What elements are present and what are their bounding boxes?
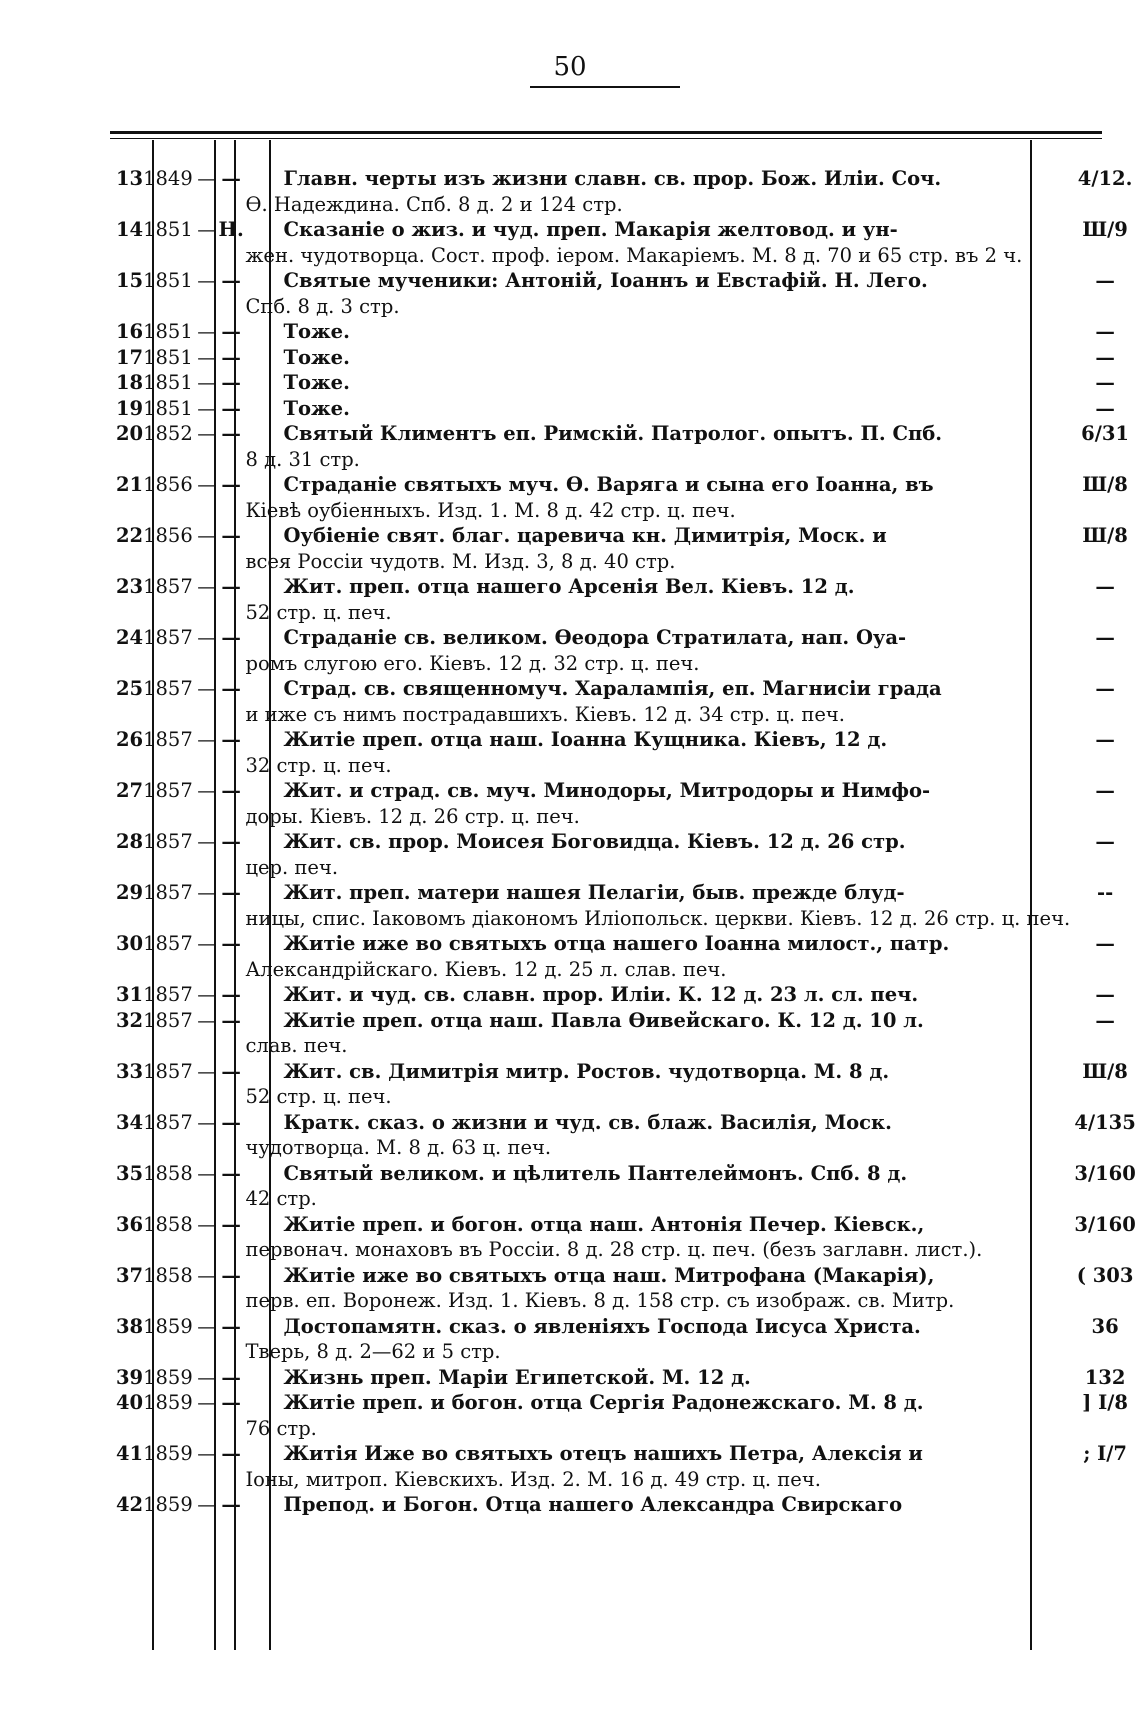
entry-title xyxy=(245,1365,1070,1391)
entry-year: 1857 xyxy=(143,779,193,802)
entry-price: -- xyxy=(1097,881,1114,904)
entry-title-continuation: жен. чудотворца. Сост. проф. іером. Макаріемъ. М. 8 д. 70 и 65 стр. въ 2 ч. xyxy=(245,243,1023,267)
entry-year: 1857 xyxy=(143,983,193,1006)
catalog-entry xyxy=(110,268,1140,319)
entry-number: 32 xyxy=(115,1008,144,1032)
entry-col-a: — xyxy=(197,396,217,420)
entry-col-a: — xyxy=(197,1314,217,1338)
entry-year: 1851 xyxy=(143,320,193,343)
entry-price: — xyxy=(1095,830,1115,853)
entry-year: 1851 xyxy=(143,218,193,241)
entry-year: 1852 xyxy=(143,422,193,445)
entry-title xyxy=(245,1390,1070,1441)
entry-title-first-line: Тоже. xyxy=(283,320,350,343)
entry-price: — xyxy=(1095,345,1115,369)
entry-title xyxy=(245,727,1070,778)
entry-price: — xyxy=(1095,575,1115,598)
entry-col-b: — xyxy=(221,1493,241,1516)
entry-title xyxy=(245,625,1070,676)
entry-col-b: — xyxy=(221,524,241,547)
entry-title xyxy=(245,166,1070,217)
entry-number: 29 xyxy=(115,881,144,904)
entry-col-a: — xyxy=(197,1263,217,1287)
entry-year: 1857 xyxy=(143,575,193,598)
entry-col-b: — xyxy=(221,1263,241,1287)
entry-year: 1857 xyxy=(143,1059,193,1083)
entry-title-continuation: цер. печ. xyxy=(245,855,339,879)
entry-number: 13 xyxy=(115,167,144,190)
entry-col-a: — xyxy=(197,626,217,649)
entry-col-b: — xyxy=(221,1008,241,1032)
entry-price: — xyxy=(1095,983,1115,1006)
entry-title xyxy=(245,676,1070,727)
entry-col-b: — xyxy=(221,779,241,802)
entry-title xyxy=(245,982,1070,1008)
entry-year: 1849 xyxy=(143,167,193,190)
entry-title-first-line: Житіе иже во святыхъ отца нашего Іоанна милост., патр. xyxy=(283,932,950,955)
entry-number: 23 xyxy=(115,575,144,598)
entry-title-first-line: Жит. и страд. св. муч. Минодоры, Митродоры и Нимфо- xyxy=(283,779,931,802)
entry-number: 31 xyxy=(115,983,144,1006)
catalog-entry xyxy=(110,1365,1140,1391)
entry-number: 17 xyxy=(115,345,144,369)
entry-title-first-line: Святый Климентъ еп. Римскій. Патролог. опытъ. П. Спб. xyxy=(283,422,943,445)
catalog-entry xyxy=(110,574,1140,625)
entry-title xyxy=(245,880,1070,931)
entry-title xyxy=(245,931,1070,982)
catalog-entry xyxy=(110,319,1140,345)
entry-col-a: — xyxy=(197,1493,217,1516)
entry-title xyxy=(245,268,1070,319)
entry-title-continuation: перв. еп. Воронеж. Изд. 1. Кіевъ. 8 д. 158 стр. съ изображ. св. Митр. xyxy=(245,1289,955,1312)
catalog-entry xyxy=(110,1212,1140,1263)
entry-year: 1857 xyxy=(143,881,193,904)
entry-title-first-line: Тоже. xyxy=(283,345,350,369)
catalog-entry xyxy=(110,1059,1140,1110)
entry-number: 34 xyxy=(115,1110,144,1134)
catalog-entry xyxy=(110,166,1140,217)
entry-number: 38 xyxy=(115,1314,144,1338)
entry-price: — xyxy=(1095,626,1115,649)
entry-title xyxy=(245,1263,1070,1314)
entry-price: Ш/8 xyxy=(1082,1059,1128,1083)
entry-title-first-line: Житіе преп. и богон. отца Сергія Радонежскаго. М. 8 д. xyxy=(283,1391,924,1414)
entry-year: 1858 xyxy=(143,1263,193,1287)
entry-title-first-line: Жит. преп. матери нашея Пелагіи, быв. прежде блуд- xyxy=(283,881,905,904)
entry-year: 1857 xyxy=(143,677,193,700)
entry-title-first-line: Святые мученики: Антоній, Іоаннъ и Евстафій. Н. Лего. xyxy=(283,269,928,292)
entry-year: 1858 xyxy=(143,1161,193,1185)
entry-year: 1857 xyxy=(143,1110,193,1134)
entry-price: 4/135 xyxy=(1074,1110,1136,1134)
entry-number: 14 xyxy=(115,218,144,241)
entry-title xyxy=(245,472,1070,523)
entry-col-a: — xyxy=(197,779,217,802)
entry-price: — xyxy=(1095,269,1115,292)
entry-title xyxy=(245,778,1070,829)
entry-year: 1857 xyxy=(143,932,193,955)
entry-year: 1857 xyxy=(143,830,193,853)
entry-col-b: — xyxy=(221,1442,241,1465)
entry-price: Ш/8 xyxy=(1082,473,1128,496)
entry-year: 1856 xyxy=(143,524,193,547)
entry-number: 26 xyxy=(115,728,144,751)
entry-price: — xyxy=(1095,677,1115,700)
entry-col-b: — xyxy=(221,1110,241,1134)
catalog-entry xyxy=(110,727,1140,778)
entry-title-continuation: 52 стр. ц. печ. xyxy=(245,600,392,624)
entry-year: 1859 xyxy=(143,1493,193,1516)
entry-number: 25 xyxy=(115,677,144,700)
entry-title-first-line: Страданіе святыхъ муч. Ѳ. Варяга и сына его Іоанна, въ xyxy=(283,473,934,496)
catalog-entry xyxy=(110,880,1140,931)
entry-col-b: — xyxy=(221,932,241,955)
entry-col-a: — xyxy=(197,1110,217,1134)
entry-number: 35 xyxy=(115,1161,144,1185)
entry-title xyxy=(245,370,1070,396)
entry-title xyxy=(245,396,1070,422)
entry-title-continuation: слав. печ. xyxy=(245,1034,348,1057)
entry-title xyxy=(245,1314,1070,1365)
entry-col-a: — xyxy=(197,422,217,445)
entry-number: 30 xyxy=(115,932,144,955)
entry-col-b: — xyxy=(221,830,241,853)
entry-col-b: — xyxy=(221,371,241,394)
entry-title xyxy=(245,523,1070,574)
entry-title-first-line: Главн. черты изъ жизни славн. св. прор. Бож. Иліи. Соч. xyxy=(283,167,942,190)
entry-title-first-line: Житіе преп. отца наш. Іоанна Кущника. Кіевъ, 12 д. xyxy=(283,728,888,751)
entry-title-continuation: и иже съ нимъ пострадавшихъ. Кіевъ. 12 д. 34 стр. ц. печ. xyxy=(245,702,845,726)
entry-title-first-line: Житія Иже во святыхъ отецъ нашихъ Петра, Алексія и xyxy=(283,1442,923,1465)
catalog-entry xyxy=(110,625,1140,676)
entry-title xyxy=(245,217,1070,268)
catalog-entry xyxy=(110,1441,1140,1492)
entry-title-continuation: 8 д. 31 стр. xyxy=(245,447,360,471)
entry-title-continuation: всея Россіи чудотв. М. Изд. 3, 8 д. 40 стр. xyxy=(245,549,676,573)
entry-year: 1859 xyxy=(143,1442,193,1465)
entry-col-a: — xyxy=(197,524,217,547)
entry-col-a: — xyxy=(197,932,217,955)
entry-year: 1851 xyxy=(143,396,193,420)
entry-title-continuation: чудотворца. М. 8 д. 63 ц. печ. xyxy=(245,1136,552,1159)
header-rule-thin xyxy=(110,138,1102,139)
entry-col-a: — xyxy=(197,1391,217,1414)
catalog-entry xyxy=(110,1492,1140,1518)
entry-title xyxy=(245,421,1070,472)
entry-price: — xyxy=(1095,779,1115,802)
catalog-entry xyxy=(110,217,1140,268)
catalog-entry xyxy=(110,345,1140,371)
entry-col-a: — xyxy=(197,1008,217,1032)
entry-title-first-line: Жит. св. Димитрія митр. Ростов. чудотворца. М. 8 д. xyxy=(283,1059,890,1083)
entry-price: — xyxy=(1095,1008,1115,1032)
entry-col-a: — xyxy=(197,345,217,369)
entry-price: 6/31 xyxy=(1081,422,1129,445)
header-rule xyxy=(110,131,1102,134)
catalog-entry xyxy=(110,931,1140,982)
entry-number: 22 xyxy=(115,524,144,547)
entry-col-b: — xyxy=(221,320,241,343)
entry-title-first-line: Тоже. xyxy=(283,396,350,420)
entry-number: 37 xyxy=(115,1263,144,1287)
entry-title xyxy=(245,1492,1070,1518)
entry-title-continuation: Кіевѣ оубіенныхъ. Изд. 1. М. 8 д. 42 стр. ц. печ. xyxy=(245,498,736,522)
entry-title-continuation: доры. Кіевъ. 12 д. 26 стр. ц. печ. xyxy=(245,804,580,828)
catalog-entry xyxy=(110,1110,1140,1161)
entry-col-b: Н. xyxy=(218,218,244,241)
catalog-entry xyxy=(110,472,1140,523)
entry-title-first-line: Страд. св. священномуч. Харалампія, еп. Магнисіи града xyxy=(283,677,942,700)
entry-title-first-line: Жит. преп. отца нашего Арсенія Вел. Кіевъ. 12 д. xyxy=(283,575,855,598)
entry-number: 18 xyxy=(115,371,144,394)
entry-title-continuation: Александрійскаго. Кіевъ. 12 д. 25 л. слав. печ. xyxy=(245,957,727,981)
entry-col-b: — xyxy=(221,677,241,700)
entry-title-first-line: Достопамятн. сказ. о явленіяхъ Господа Іисуса Христа. xyxy=(283,1314,921,1338)
entry-col-b: — xyxy=(221,983,241,1006)
entry-price: Ш/9 xyxy=(1082,218,1128,241)
entry-title-continuation: Тверь, 8 д. 2—62 и 5 стр. xyxy=(245,1340,501,1363)
catalog-entry xyxy=(110,1263,1140,1314)
entry-col-b: — xyxy=(221,269,241,292)
entry-col-a: — xyxy=(197,1161,217,1185)
entry-title xyxy=(245,1110,1070,1161)
entry-price: — xyxy=(1095,371,1115,394)
entry-year: 1851 xyxy=(143,345,193,369)
entry-title xyxy=(245,319,1070,345)
page-number: 50 xyxy=(553,52,587,82)
entry-title-first-line: Житіе иже во святыхъ отца наш. Митрофана (Макарія), xyxy=(283,1263,935,1287)
entry-title-continuation: Ѳ. Надеждина. Спб. 8 д. 2 и 124 стр. xyxy=(245,192,623,216)
entry-number: 39 xyxy=(115,1365,144,1389)
entry-year: 1857 xyxy=(143,728,193,751)
catalog-entry xyxy=(110,778,1140,829)
entry-title-continuation: 52 стр. ц. печ. xyxy=(245,1085,392,1108)
entry-price: 132 xyxy=(1084,1365,1126,1389)
entry-year: 1857 xyxy=(143,626,193,649)
entry-col-b: — xyxy=(221,575,241,598)
entry-title xyxy=(245,574,1070,625)
entry-title-continuation: 32 стр. ц. печ. xyxy=(245,753,392,777)
entry-price: — xyxy=(1095,396,1115,420)
entry-title-continuation: ницы, спис. Іаковомъ діакономъ Иліопольск. церкви. Кіевъ. 12 д. 26 стр. ц. печ. xyxy=(245,906,1071,930)
entry-col-a: — xyxy=(197,473,217,496)
entry-price: — xyxy=(1095,320,1115,343)
entry-title-first-line: Кратк. сказ. о жизни и чуд. св. блаж. Василія, Моск. xyxy=(283,1110,892,1134)
entry-title xyxy=(245,1059,1070,1110)
entry-year: 1857 xyxy=(143,1008,193,1032)
entry-col-a: — xyxy=(197,1212,217,1236)
entry-title-continuation: Іоны, митроп. Кіевскихъ. Изд. 2. М. 16 д. 49 стр. ц. печ. xyxy=(245,1467,821,1491)
entry-year: 1859 xyxy=(143,1365,193,1389)
catalog-entry xyxy=(110,1390,1140,1441)
entry-price: — xyxy=(1095,728,1115,751)
catalog-entry xyxy=(110,1314,1140,1365)
catalog-entry xyxy=(110,982,1140,1008)
entry-title-continuation: первонач. монаховъ въ Россіи. 8 д. 28 стр. ц. печ. (безъ заглавн. лист.). xyxy=(245,1238,983,1261)
entry-title-first-line: Оубіеніе свят. благ. царевича кн. Димитрія, Моск. и xyxy=(283,524,887,547)
entry-col-a: — xyxy=(197,167,217,190)
catalog-entry xyxy=(110,676,1140,727)
entry-title-continuation: ромъ слугою его. Кіевъ. 12 д. 32 стр. ц. печ. xyxy=(245,651,700,675)
entry-title-first-line: Сказаніе о жиз. и чуд. преп. Макарія желтовод. и ун- xyxy=(283,218,898,241)
entry-title-continuation: 76 стр. xyxy=(245,1416,317,1440)
entry-price: — xyxy=(1095,932,1115,955)
entry-price: 4/12. xyxy=(1077,167,1133,190)
entry-title xyxy=(245,1161,1070,1212)
entry-title-continuation: Спб. 8 д. 3 стр. xyxy=(245,294,400,318)
entry-col-a: — xyxy=(197,320,217,343)
entry-col-b: — xyxy=(221,167,241,190)
entry-number: 33 xyxy=(115,1059,144,1083)
entry-number: 15 xyxy=(115,269,144,292)
entry-number: 28 xyxy=(115,830,144,853)
entry-title-first-line: Страданіе св. великом. Ѳеодора Стратилата, нап. Оуа- xyxy=(283,626,907,649)
catalog-entry xyxy=(110,396,1140,422)
entry-year: 1851 xyxy=(143,269,193,292)
entry-title xyxy=(245,345,1070,371)
entry-col-b: — xyxy=(221,473,241,496)
entry-col-b: — xyxy=(221,1314,241,1338)
entry-col-b: — xyxy=(221,881,241,904)
entry-number: 21 xyxy=(115,473,144,496)
entry-title-continuation: 42 стр. xyxy=(245,1187,317,1210)
entry-col-b: — xyxy=(221,1391,241,1414)
catalog-entry xyxy=(110,829,1140,880)
entry-title xyxy=(245,1008,1070,1059)
entry-title-first-line: Житіе преп. и богон. отца наш. Антонія Печер. Кіевск., xyxy=(283,1212,925,1236)
entry-col-b: — xyxy=(221,345,241,369)
entry-title-first-line: Препод. и Богон. Отца нашего Александра Свирскаго xyxy=(283,1493,903,1516)
entry-number: 19 xyxy=(115,396,144,420)
entry-number: 40 xyxy=(115,1391,144,1414)
entry-col-a: — xyxy=(197,575,217,598)
entry-number: 36 xyxy=(115,1212,144,1236)
entry-col-a: — xyxy=(197,218,217,241)
entry-col-a: — xyxy=(197,269,217,292)
entry-year: 1851 xyxy=(143,371,193,394)
entry-col-b: — xyxy=(221,422,241,445)
catalog-entry xyxy=(110,1161,1140,1212)
catalog-entry xyxy=(110,523,1140,574)
entry-price: ( 303 xyxy=(1076,1263,1134,1287)
entry-col-b: — xyxy=(221,1059,241,1083)
entry-col-a: — xyxy=(197,728,217,751)
entry-col-a: — xyxy=(197,830,217,853)
entry-number: 42 xyxy=(115,1493,144,1516)
entry-number: 16 xyxy=(115,320,144,343)
catalog-entry xyxy=(110,370,1140,396)
entry-col-a: — xyxy=(197,677,217,700)
entry-number: 41 xyxy=(115,1442,144,1465)
entry-col-a: — xyxy=(197,1059,217,1083)
entry-number: 24 xyxy=(115,626,144,649)
entry-title xyxy=(245,1441,1070,1492)
entry-title-first-line: Жит. и чуд. св. славн. прор. Иліи. К. 12 д. 23 л. сл. печ. xyxy=(283,983,919,1006)
catalog-entry xyxy=(110,421,1140,472)
catalog-entry xyxy=(110,1008,1140,1059)
entry-title-first-line: Жит. св. прор. Моисея Боговидца. Кіевъ. 12 д. 26 стр. xyxy=(283,830,906,853)
entry-col-a: — xyxy=(197,371,217,394)
catalog-table xyxy=(110,166,1140,1518)
entry-col-a: — xyxy=(197,1442,217,1465)
entry-title-first-line: Житіе преп. отца наш. Павла Ѳивейскаго. К. 12 д. 10 л. xyxy=(283,1008,924,1032)
entry-col-b: — xyxy=(221,728,241,751)
entry-price: 36 xyxy=(1091,1314,1119,1338)
entry-year: 1859 xyxy=(143,1314,193,1338)
entry-price xyxy=(1070,1492,1140,1518)
entry-year: 1856 xyxy=(143,473,193,496)
entry-title-first-line: Святый великом. и цѣлитель Пантелеймонъ. Спб. 8 д. xyxy=(283,1161,908,1185)
entry-col-b: — xyxy=(221,626,241,649)
entry-price: ] I/8 xyxy=(1082,1391,1128,1414)
entry-title xyxy=(245,1212,1070,1263)
entry-price: 3/160 xyxy=(1074,1161,1136,1185)
entry-col-a: — xyxy=(197,983,217,1006)
entry-year: 1858 xyxy=(143,1212,193,1236)
entry-price: ; I/7 xyxy=(1083,1442,1127,1465)
page-number-underline xyxy=(530,86,680,88)
entry-price: Ш/8 xyxy=(1082,524,1128,547)
entry-col-a: — xyxy=(197,1365,217,1389)
entry-price: 3/160 xyxy=(1074,1212,1136,1236)
entry-col-b: — xyxy=(221,396,241,420)
entry-number: 20 xyxy=(115,422,144,445)
entry-year: 1859 xyxy=(143,1391,193,1414)
entry-col-b: — xyxy=(221,1161,241,1185)
entry-title xyxy=(245,829,1070,880)
entry-number: 27 xyxy=(115,779,144,802)
entry-title-first-line: Жизнь преп. Маріи Египетской. М. 12 д. xyxy=(283,1365,751,1389)
entry-title-first-line: Тоже. xyxy=(283,371,350,394)
entry-col-b: — xyxy=(221,1212,241,1236)
entry-col-b: — xyxy=(221,1365,241,1389)
entry-col-a: — xyxy=(197,881,217,904)
